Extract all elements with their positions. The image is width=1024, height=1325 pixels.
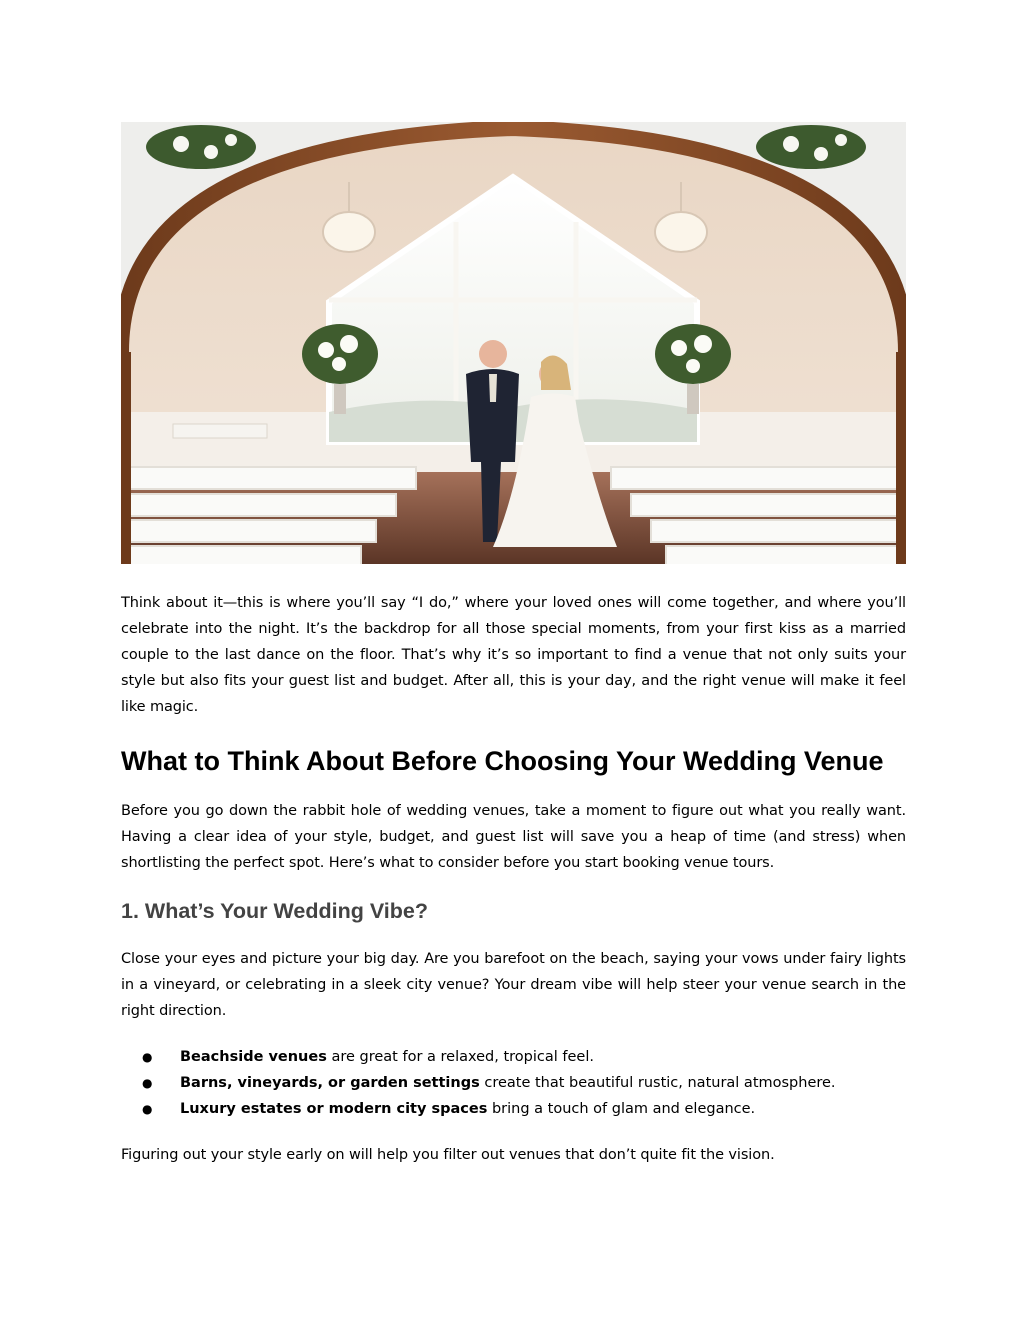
list-item-bold: Beachside venues: [180, 1049, 327, 1065]
list-item-text: are great for a relaxed, tropical feel.: [326, 1049, 594, 1065]
vibe-paragraph: Close your eyes and picture your big day. Are you barefoot on the beach, saying your vows under fairy lights in a vineyard, or celebrating in a sleek city venue? Your dream vibe will help steer your venue search in the right direction.: [121, 951, 906, 1019]
bullet-icon: ●: [142, 1102, 153, 1116]
section-heading: What to Think About Before Choosing Your Wedding Venue: [121, 746, 884, 776]
closing-paragraph: Figuring out your style early on will help you filter out venues that don’t quite fit the vision.: [121, 1147, 775, 1163]
venue-type-list: [121, 1044, 906, 1122]
list-item: [121, 1096, 906, 1122]
list-item-text: bring a touch of glam and elegance.: [487, 1101, 756, 1117]
list-item-text: create that beautiful rustic, natural atmosphere.: [479, 1075, 836, 1091]
document-page: [121, 122, 906, 1168]
list-item: [121, 1044, 906, 1070]
bullet-icon: ●: [142, 1076, 153, 1090]
list-item-bold: Luxury estates or modern city spaces: [180, 1101, 488, 1117]
bullet-icon: ●: [142, 1050, 153, 1064]
intro-paragraph: Think about it—this is where you’ll say “I do,” where your loved ones will come together, and where you’ll celebrate into the night. It’s the backdrop for all those special moments, from your first kiss as a married couple to the last dance on the floor. That’s why it’s so important to find a venue that not only suits your style but also fits your guest list and budget. After all, this is your day, and the right venue will make it feel like magic.: [121, 595, 906, 715]
subsection-heading: 1. What’s Your Wedding Vibe?: [121, 899, 429, 923]
list-item: [121, 1070, 906, 1096]
list-item-bold: Barns, vineyards, or garden settings: [180, 1075, 480, 1091]
wedding-chapel-photo: [121, 122, 906, 564]
section-intro-paragraph: Before you go down the rabbit hole of wedding venues, take a moment to figure out what you really want. Having a clear idea of your style, budget, and guest list will save you a heap of time (and stress) when shortlisting the perfect spot. Here’s what to consider before you start booking venue tours.: [121, 803, 906, 871]
